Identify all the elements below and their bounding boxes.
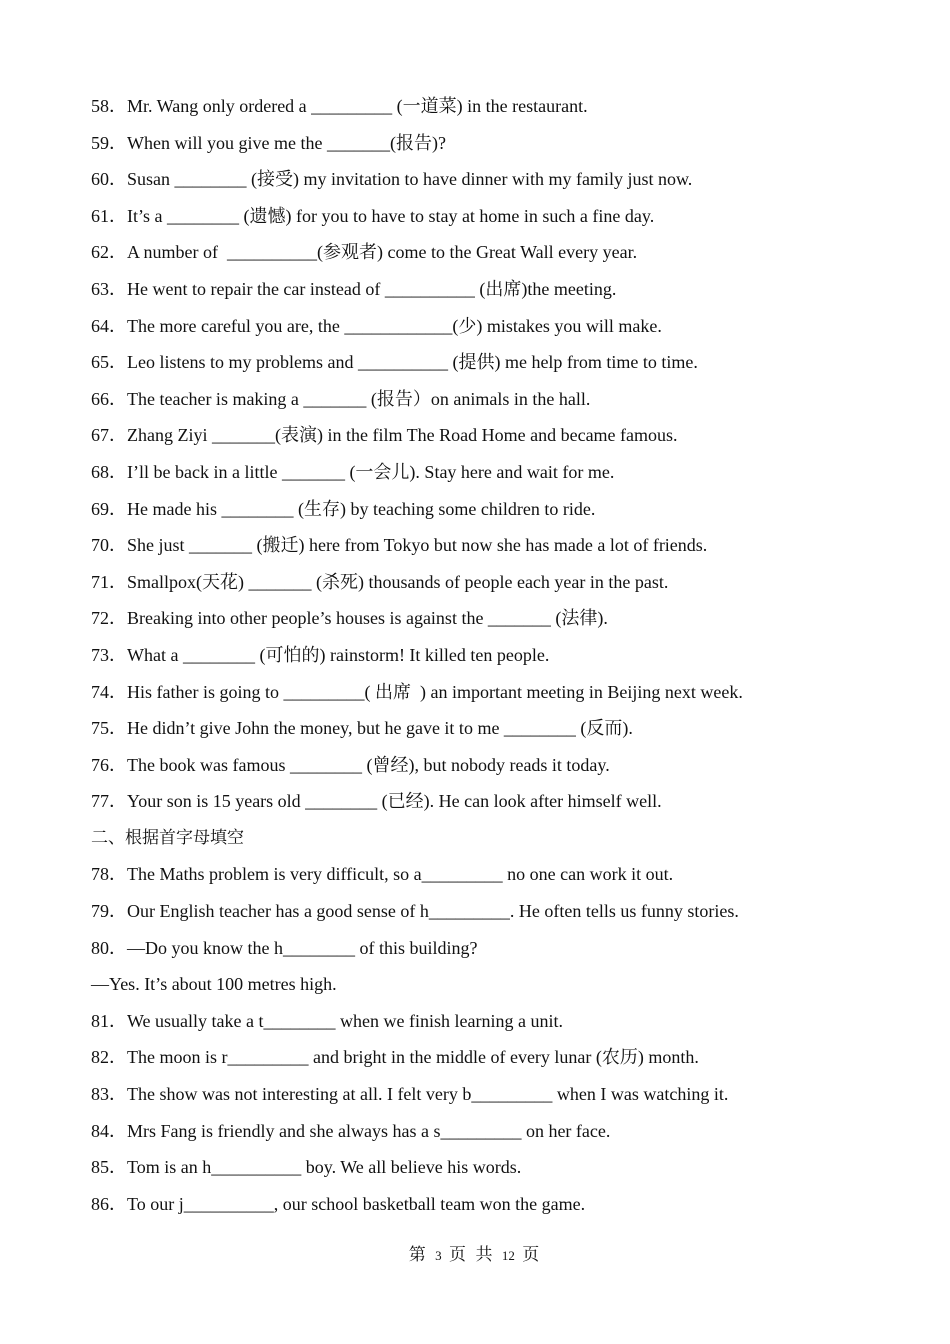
question-72: [91, 604, 911, 641]
question-number: 64．: [91, 315, 127, 336]
question-text: Breaking into other people’s houses is against the _______ (法律).: [127, 608, 608, 629]
question-text: Mrs Fang is friendly and she always has a s_________ on her face.: [127, 1120, 611, 1141]
question-84: [91, 1117, 911, 1154]
question-number: 71．: [91, 571, 127, 592]
question-text: —Do you know the h________ of this building?: [127, 937, 478, 958]
question-text: What a ________ (可怕的) rainstorm! It killed ten people.: [127, 644, 550, 665]
question-62: [91, 238, 911, 275]
question-63: [91, 275, 911, 312]
question-number: 73．: [91, 644, 127, 665]
question-85: [91, 1153, 911, 1190]
question-number: 76．: [91, 754, 127, 775]
question-61: [91, 202, 911, 239]
total-page-count: 12: [501, 1248, 515, 1263]
question-number: 85．: [91, 1157, 127, 1178]
question-text: Mr. Wang only ordered a _________ (一道菜) in the restaurant.: [127, 96, 588, 116]
question-74: [91, 678, 911, 715]
question-67: [91, 421, 911, 458]
question-60: [91, 165, 911, 202]
question-text: The book was famous ________ (曾经), but nobody reads it today.: [127, 754, 610, 775]
question-number: 72．: [91, 608, 127, 629]
question-number: 69．: [91, 498, 127, 519]
question-number: 65．: [91, 352, 127, 373]
question-text: Your son is 15 years old ________ (已经). He can look after himself well.: [127, 791, 662, 812]
question-number: 74．: [91, 681, 127, 702]
question-list: [91, 92, 911, 1226]
question-78: [91, 860, 911, 897]
question-77: [91, 787, 911, 824]
question-number: 82．: [91, 1047, 127, 1068]
question-73: [91, 641, 911, 678]
question-number: 63．: [91, 278, 127, 299]
question-number: 67．: [91, 425, 127, 446]
question-text: He went to repair the car instead of __________ (出席)the meeting.: [127, 278, 617, 299]
question-text: The show was not interesting at all. I felt very b_________ when I was watching it.: [127, 1084, 729, 1105]
question-text: The moon is r_________ and bright in the middle of every lunar (农历) month.: [127, 1047, 699, 1068]
question-text: Leo listens to my problems and __________ (提供) me help from time to time.: [127, 352, 698, 373]
question-58: [91, 92, 911, 129]
question-82: [91, 1043, 911, 1080]
question-text: He didn’t give John the money, but he gave it to me ________ (反而).: [127, 718, 633, 739]
question-text: He made his ________ (生存) by teaching some children to ride.: [127, 498, 596, 519]
question-number: 61．: [91, 205, 127, 226]
question-64: [91, 312, 911, 349]
question-text: It’s a ________ (遗憾) for you to have to stay at home in such a fine day.: [127, 205, 655, 226]
question-number: 66．: [91, 388, 127, 409]
question-number: 75．: [91, 718, 127, 739]
question-76: [91, 751, 911, 788]
question-75: [91, 714, 911, 751]
question-number: 80．: [91, 937, 127, 958]
question-text: The Maths problem is very difficult, so a_________ no one can work it out.: [127, 864, 674, 885]
question-66: [91, 385, 911, 422]
question-text: I’ll be back in a little _______ (一会儿). Stay here and wait for me.: [127, 461, 615, 482]
question-text: She just _______ (搬迁) here from Tokyo but now she has made a lot of friends.: [127, 535, 708, 556]
question-text: A number of __________(参观者) come to the Great Wall every year.: [127, 242, 638, 263]
question-81: [91, 1007, 911, 1044]
question-text: Susan ________ (接受) my invitation to have dinner with my family just now.: [127, 169, 693, 190]
question-text: Tom is an h__________ boy. We all believe his words.: [127, 1157, 522, 1178]
footer-suffix: 页: [522, 1245, 542, 1265]
question-text: The more careful you are, the ____________(少) mistakes you will make.: [127, 315, 662, 336]
question-number: 81．: [91, 1010, 127, 1031]
question-83: [91, 1080, 911, 1117]
question-number: 70．: [91, 535, 127, 556]
question-text: We usually take a t________ when we finish learning a unit.: [127, 1010, 563, 1031]
question-number: 59．: [91, 132, 127, 153]
question-number: 77．: [91, 791, 127, 812]
question-86: [91, 1190, 911, 1227]
question-59: [91, 129, 911, 166]
section-heading: 二、根据首字母填空: [91, 827, 244, 848]
question-number: 62．: [91, 242, 127, 263]
question-70: [91, 531, 911, 568]
question-number: 78．: [91, 864, 127, 885]
question-text: Smallpox(天花) _______ (杀死) thousands of people each year in the past.: [127, 571, 669, 592]
current-page-number: 3: [435, 1248, 442, 1263]
question-71: [91, 568, 911, 605]
question-text: His father is going to _________( 出席 ) an important meeting in Beijing next week.: [127, 681, 743, 702]
question-number: 83．: [91, 1084, 127, 1105]
question-number: 58．: [91, 96, 127, 116]
question-number: 60．: [91, 169, 127, 190]
question-text: Zhang Ziyi _______(表演) in the film The Road Home and became famous.: [127, 425, 678, 446]
footer-prefix: 第: [408, 1245, 428, 1265]
question-number: 79．: [91, 901, 127, 922]
footer-middle: 页 共: [449, 1245, 495, 1265]
question-68: [91, 458, 911, 495]
page-footer: [0, 1240, 950, 1265]
question-80: [91, 934, 911, 971]
question-text: Our English teacher has a good sense of h_________. He often tells us funny stories.: [127, 901, 739, 922]
question-text: The teacher is making a _______ (报告）on animals in the hall.: [127, 388, 591, 409]
question-79: [91, 897, 911, 934]
question-text: To our j__________, our school basketball team won the game.: [127, 1193, 586, 1214]
question-number: 86．: [91, 1193, 127, 1214]
question-number: 68．: [91, 461, 127, 482]
question-69: [91, 495, 911, 532]
answer-line: —Yes. It’s about 100 metres high.: [91, 974, 337, 995]
question-number: 84．: [91, 1120, 127, 1141]
question-text: When will you give me the _______(报告)?: [127, 132, 446, 153]
question-65: [91, 348, 911, 385]
